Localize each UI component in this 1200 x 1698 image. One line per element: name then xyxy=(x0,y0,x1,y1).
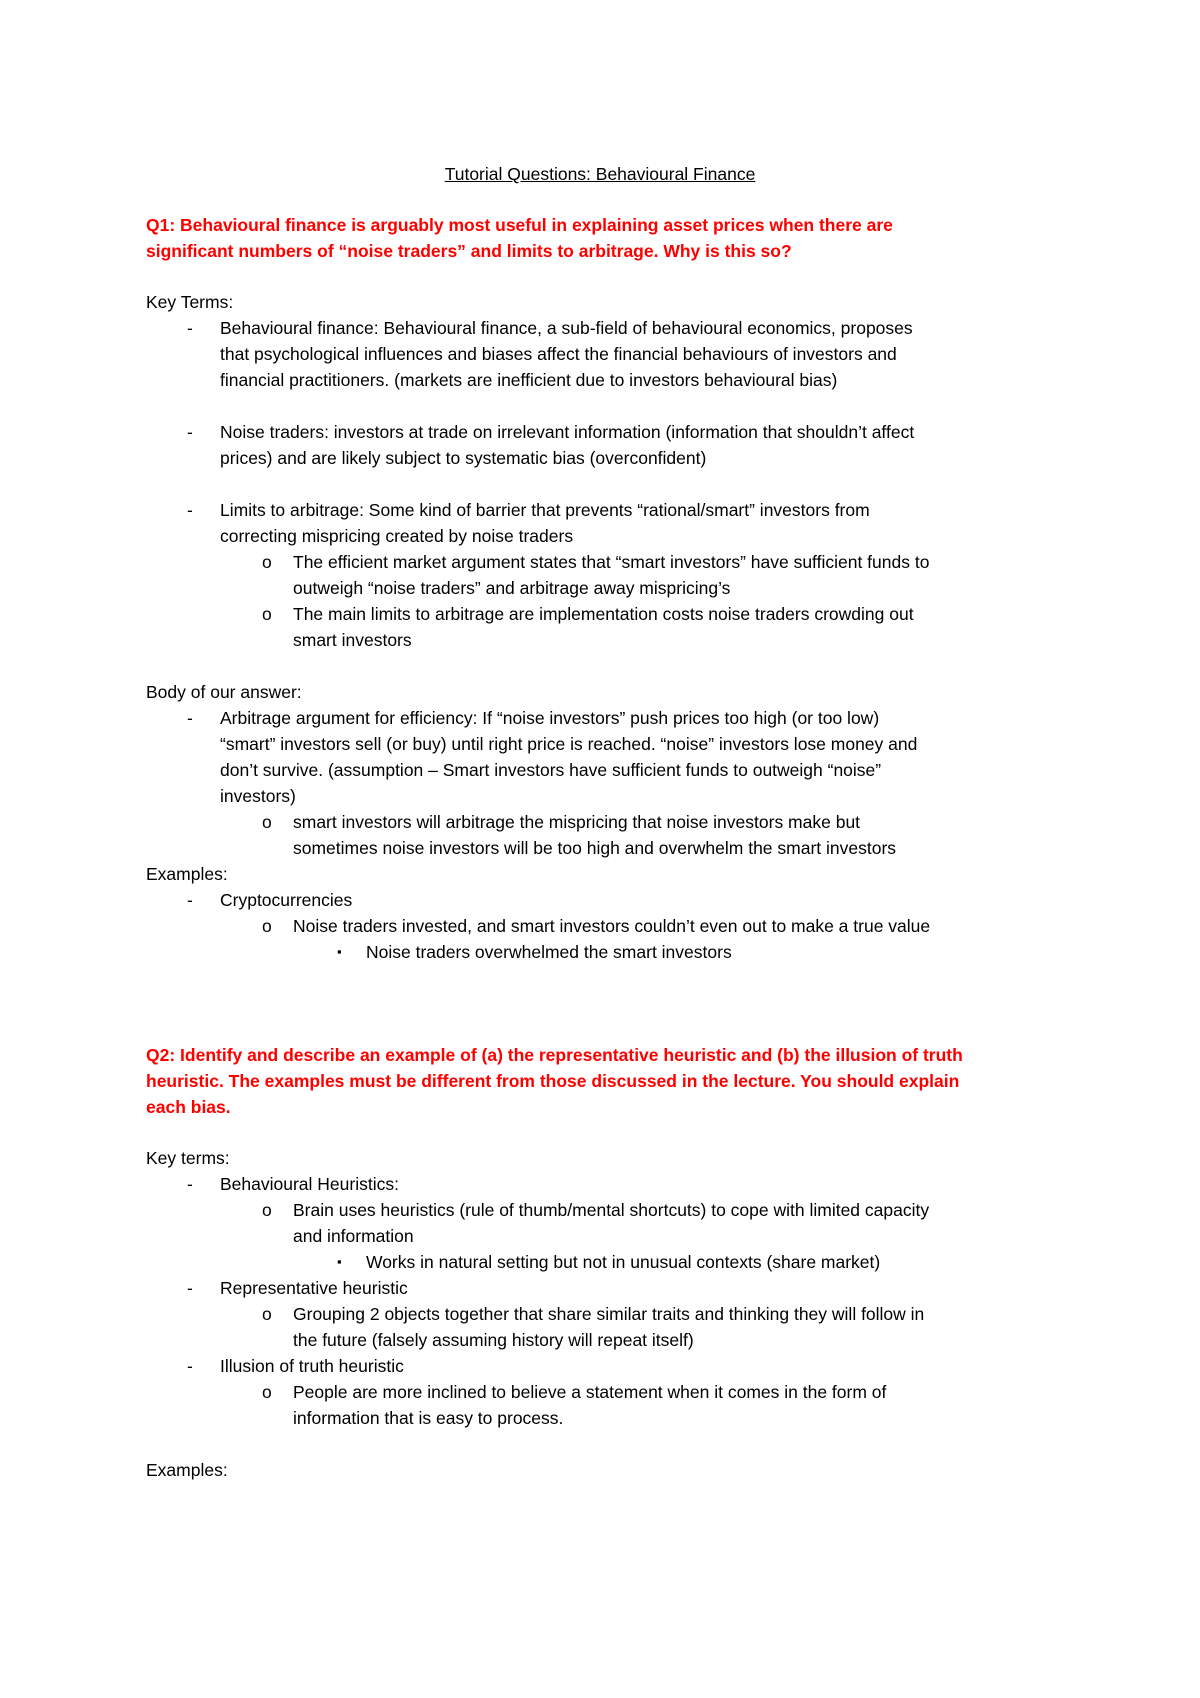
sub-point-cont: sometimes noise investors will be too high and overwhelm the smart investors xyxy=(293,838,897,858)
arbitrage-argument-cont: investors) xyxy=(220,786,296,806)
question-1-line-1: Q1: Behavioural finance is arguably most useful in explaining asset prices when there are xyxy=(146,215,893,235)
circle-bullet: o xyxy=(262,1200,272,1220)
arbitrage-argument: Arbitrage argument for efficiency: If “noise investors” push prices too high (or too low) xyxy=(220,708,880,728)
circle-bullet: o xyxy=(262,812,272,832)
sub-point: People are more inclined to believe a statement when it comes in the form of xyxy=(293,1382,887,1402)
circle-bullet: o xyxy=(262,916,272,936)
key-terms-heading: Key Terms: xyxy=(146,292,234,312)
sub-point: smart investors will arbitrage the mispricing that noise investors make but xyxy=(293,812,861,832)
circle-bullet: o xyxy=(262,1304,272,1324)
circle-bullet: o xyxy=(262,1382,272,1402)
question-1-line-2: significant numbers of “noise traders” and limits to arbitrage. Why is this so? xyxy=(146,241,792,261)
examples-heading: Examples: xyxy=(146,1460,228,1480)
dash-bullet: - xyxy=(187,318,193,338)
question-2-line-3: each bias. xyxy=(146,1097,231,1117)
dash-bullet: - xyxy=(187,500,193,520)
sub-sub-point: Works in natural setting but not in unusual contexts (share market) xyxy=(366,1252,881,1272)
sub-point-cont: smart investors xyxy=(293,630,412,650)
sub-point-cont: the future (falsely assuming history will repeat itself) xyxy=(293,1330,694,1350)
sub-point: Grouping 2 objects together that share similar traits and thinking they will follow in xyxy=(293,1304,925,1324)
term-noise-traders-cont: prices) and are likely subject to systematic bias (overconfident) xyxy=(220,448,707,468)
square-bullet: ▪ xyxy=(337,1254,342,1269)
dash-bullet: - xyxy=(187,1278,193,1298)
body-heading: Body of our answer: xyxy=(146,682,302,702)
term-behavioural-finance-cont: that psychological influences and biases affect the financial behaviours of investors and xyxy=(220,344,897,364)
term-noise-traders: Noise traders: investors at trade on irrelevant information (information that shouldn’t affect xyxy=(220,422,915,442)
dash-bullet: - xyxy=(187,1174,193,1194)
sub-point: Noise traders invested, and smart investors couldn’t even out to make a true value xyxy=(293,916,931,936)
question-2-line-2: heuristic. The examples must be different from those discussed in the lecture. You should explain xyxy=(146,1071,960,1091)
question-2-line-1: Q2: Identify and describe an example of (a) the representative heuristic and (b) the illusion of truth xyxy=(146,1045,963,1065)
sub-sub-point: Noise traders overwhelmed the smart investors xyxy=(366,942,732,962)
key-terms-heading: Key terms: xyxy=(146,1148,230,1168)
term-behavioural-finance: Behavioural finance: Behavioural finance, a sub-field of behavioural economics, proposes xyxy=(220,318,913,338)
dash-bullet: - xyxy=(187,890,193,910)
term-limits-to-arbitrage: Limits to arbitrage: Some kind of barrier that prevents “rational/smart” investors from xyxy=(220,500,870,520)
arbitrage-argument-cont: don’t survive. (assumption – Smart investors have sufficient funds to outweigh “noise” xyxy=(220,760,882,780)
circle-bullet: o xyxy=(262,552,272,572)
circle-bullet: o xyxy=(262,604,272,624)
dash-bullet: - xyxy=(187,708,193,728)
term-illusion-of-truth: Illusion of truth heuristic xyxy=(220,1356,404,1376)
sub-point-cont: and information xyxy=(293,1226,414,1246)
dash-bullet: - xyxy=(187,422,193,442)
sub-point: Brain uses heuristics (rule of thumb/mental shortcuts) to cope with limited capacity xyxy=(293,1200,930,1220)
sub-point: The main limits to arbitrage are implementation costs noise traders crowding out xyxy=(293,604,914,624)
page-title: Tutorial Questions: Behavioural Finance xyxy=(444,164,756,184)
dash-bullet: - xyxy=(187,1356,193,1376)
examples-heading: Examples: xyxy=(146,864,228,884)
term-representative-heuristic: Representative heuristic xyxy=(220,1278,408,1298)
square-bullet: ▪ xyxy=(337,944,342,959)
term-behavioural-finance-cont: financial practitioners. (markets are inefficient due to investors behavioural bias) xyxy=(220,370,838,390)
sub-point-cont: information that is easy to process. xyxy=(293,1408,564,1428)
example-item: Cryptocurrencies xyxy=(220,890,353,910)
term-behavioural-heuristics: Behavioural Heuristics: xyxy=(220,1174,399,1194)
sub-point-cont: outweigh “noise traders” and arbitrage away mispricing’s xyxy=(293,578,731,598)
term-limits-to-arbitrage-cont: correcting mispricing created by noise traders xyxy=(220,526,574,546)
sub-point: The efficient market argument states that “smart investors” have sufficient funds to xyxy=(293,552,930,572)
arbitrage-argument-cont: “smart” investors sell (or buy) until right price is reached. “noise” investors lose money and xyxy=(220,734,918,754)
